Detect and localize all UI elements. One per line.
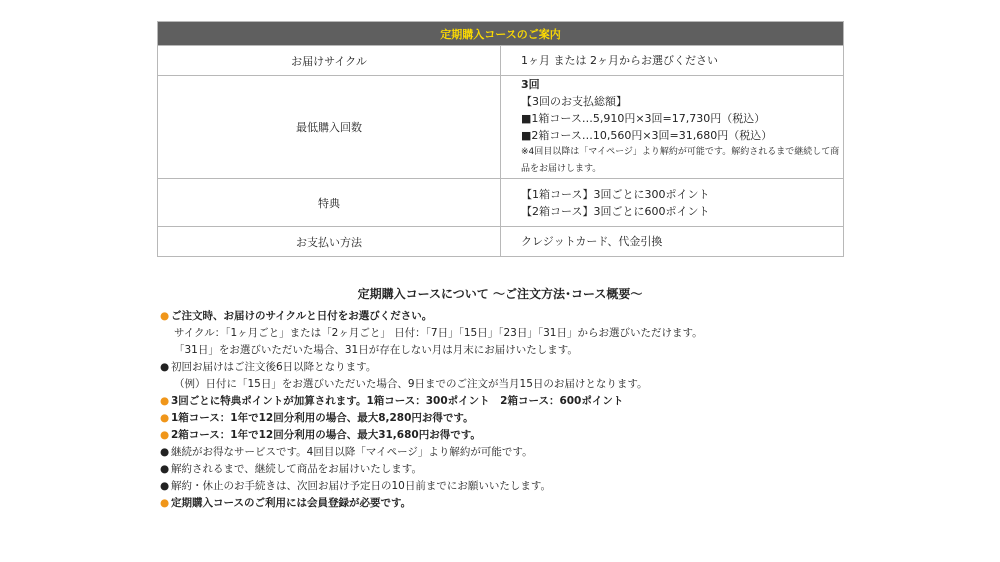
value-line: クレジットカード、代金引換 bbox=[521, 235, 663, 248]
list-item bbox=[160, 495, 860, 512]
list-item bbox=[160, 308, 860, 325]
list-item bbox=[160, 427, 860, 444]
course-info-table bbox=[157, 21, 844, 257]
note-text: 3回ごとに特典ポイントが加算されます。1箱コース：300ポイント 2箱コース：600ポイント bbox=[171, 395, 624, 407]
orange-bullet-icon: ● bbox=[160, 395, 170, 407]
table-row bbox=[158, 46, 844, 76]
note-text: 解約・休止のお手続きは、次回お届け予定日の10日前までにお願いいたします。 bbox=[171, 480, 552, 492]
note-text: 初回お届けはご注文後6日以降となります。 bbox=[171, 361, 377, 373]
orange-bullet-icon: ● bbox=[160, 310, 170, 322]
value-line: 【1箱コース】3回ごとに300ポイント bbox=[521, 187, 710, 201]
row-value-benefit bbox=[501, 179, 844, 227]
orange-bullet-icon: ● bbox=[160, 497, 170, 509]
note-text: 2箱コース：1年で12回分利用の場合、最大31,680円お得です。 bbox=[171, 429, 481, 441]
list-item bbox=[160, 444, 860, 461]
list-item bbox=[160, 410, 860, 427]
row-label-benefit: 特典 bbox=[158, 179, 501, 227]
value-line: 【3回のお支払総額】 bbox=[521, 95, 627, 108]
value-line: 1ヶ月 または 2ヶ月からお選びください bbox=[521, 54, 718, 67]
value-line: ■1箱コース…5,910円×3回=17,730円（税込） bbox=[521, 112, 766, 125]
note-text: 「31日」をお選びいただいた場合、31日が存在しない月は月末にお届けいたします。 bbox=[174, 344, 578, 356]
list-item bbox=[160, 376, 860, 393]
list-item bbox=[160, 478, 860, 495]
note-text: （例）日付に「15日」をお選びいただいた場合、9日までのご注文が当月15日のお届けとなります。 bbox=[174, 378, 648, 390]
table-row bbox=[158, 76, 844, 179]
note-text: ご注文時、お届けのサイクルと日付をお選びください。 bbox=[171, 310, 433, 322]
note-text: 解約されるまで、継続して商品をお届けいたします。 bbox=[171, 463, 422, 475]
table-header: 定期購入コースのご案内 bbox=[158, 22, 844, 46]
list-item bbox=[160, 342, 860, 359]
list-item bbox=[160, 393, 860, 410]
list-item bbox=[160, 461, 860, 478]
black-bullet-icon: ● bbox=[160, 480, 170, 492]
value-note: ※4回目以降は「マイページ」より解約が可能です。解約されるまで継続して商品をお届けします。 bbox=[521, 147, 840, 174]
black-bullet-icon: ● bbox=[160, 446, 170, 458]
note-text: サイクル：「1ヶ月ごと」または「2ヶ月ごと」 日付：「7日」「15日」「23日」「31日」からお選びいただけます。 bbox=[174, 327, 703, 339]
value-line: 【2箱コース】3回ごとに600ポイント bbox=[521, 204, 710, 218]
row-label-min-purchase: 最低購入回数 bbox=[158, 76, 501, 179]
row-value-payment bbox=[501, 227, 844, 257]
orange-bullet-icon: ● bbox=[160, 429, 170, 441]
value-line: 3回 bbox=[521, 78, 540, 91]
row-value-min-purchase bbox=[501, 76, 844, 179]
row-value-cycle bbox=[501, 46, 844, 76]
list-item bbox=[160, 359, 860, 376]
black-bullet-icon: ● bbox=[160, 361, 170, 373]
note-text: 1箱コース：1年で12回分利用の場合、最大8,280円お得です。 bbox=[171, 412, 474, 424]
note-text: 定期購入コースのご利用には会員登録が必要です。 bbox=[171, 497, 412, 509]
orange-bullet-icon: ● bbox=[160, 412, 170, 424]
value-line: ■2箱コース…10,560円×3回=31,680円（税込） bbox=[521, 129, 773, 142]
row-label-cycle: お届けサイクル bbox=[158, 46, 501, 76]
section-title: 定期購入コースについて 〜ご注文方法･コース概要〜 bbox=[357, 287, 643, 301]
table-row bbox=[158, 179, 844, 227]
note-text: 継続がお得なサービスです。4回目以降「マイページ」より解約が可能です。 bbox=[171, 446, 533, 458]
row-label-payment: お支払い方法 bbox=[158, 227, 501, 257]
notes-list bbox=[160, 308, 860, 512]
black-bullet-icon: ● bbox=[160, 463, 170, 475]
table-row bbox=[158, 227, 844, 257]
list-item bbox=[160, 325, 860, 342]
